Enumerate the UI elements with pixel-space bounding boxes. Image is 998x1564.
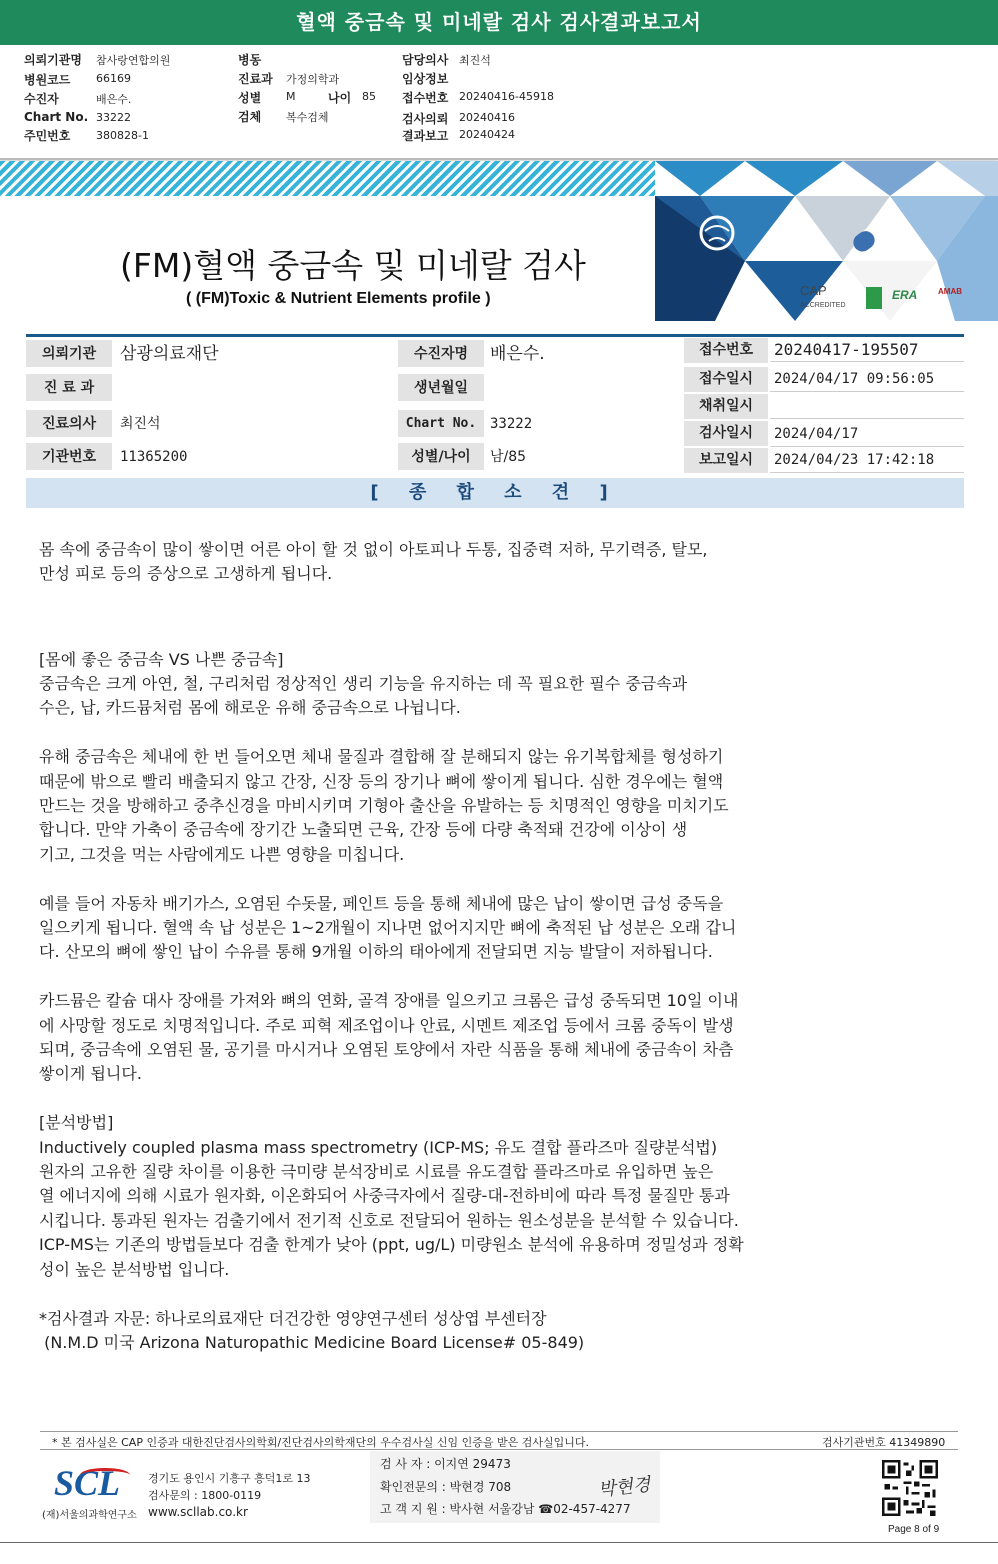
website-link[interactable]: www.scllab.co.kr [148, 1505, 248, 1519]
body-line: 만드는 것을 방해하고 중추신경을 마비시키며 기형아 출산을 유발하는 등 치명적인 영향을 미치기도 [39, 796, 729, 816]
info-label: 기관번호 [26, 443, 112, 471]
receipt-label: 보고일시 [684, 448, 768, 473]
info-value: 남/85 [490, 449, 527, 465]
info-value: 최진석 [120, 416, 161, 432]
footer-divider [40, 1431, 958, 1432]
body-line: 수은, 납, 카드뮴처럼 몸에 해로운 유해 중금속으로 나뉩니다. [39, 698, 461, 718]
body-line: 원자의 고유한 질량 차이를 이용한 극미량 분석장비로 시료를 유도결합 플라즈마로 유입하면 높은 [39, 1162, 714, 1182]
body-line: 합니다. 만약 가축이 중금속에 장기간 노출되면 근육, 간장 등에 다량 축적돼 건강에 이상이 생 [39, 820, 688, 840]
body-line: 쌓이게 됩니다. [39, 1064, 142, 1084]
summary-label: 결과보고 [402, 129, 449, 143]
summary-label: 나이 [328, 91, 352, 105]
scl-logo: SCL [54, 1463, 121, 1503]
summary-value: 복수검체 [286, 111, 329, 124]
summary-label: 의뢰기관명 [24, 53, 82, 67]
body-line: 중금속은 크게 아연, 철, 구리처럼 정상적인 생리 기능을 유지하는 데 꼭 필요한 필수 중금속과 [39, 674, 688, 694]
body-line: 유해 중금속은 체내에 한 번 들어오면 체내 물질과 결합해 잘 분해되지 않는 유기복합체를 형성하기 [39, 747, 724, 767]
summary-label: 접수번호 [402, 91, 449, 105]
summary-label: 담당의사 [402, 53, 449, 67]
summary-label: 수진자 [24, 92, 59, 106]
amab-logo: AMAB [938, 287, 962, 296]
receipt-label: 접수일시 [684, 367, 768, 392]
receipt-value: 2024/04/23 17:42:18 [770, 448, 964, 473]
summary-value: 20240416 [459, 111, 515, 124]
body-line: 다. 산모의 뼈에 쌓인 납이 수유를 통해 9개월 이하의 태아에게 전달되면 지능 발달이 저하됩니다. [39, 942, 713, 962]
info-value [114, 374, 120, 402]
summary-value: 20240424 [459, 128, 515, 141]
summary-value: 380828-1 [96, 129, 149, 142]
summary-label: 진료과 [238, 72, 273, 86]
summary-header [0, 45, 998, 160]
summary-value: 33222 [96, 111, 131, 124]
body-line: 일으키게 됩니다. 혈액 속 납 성분은 1~2개월이 지나면 없어지지만 뼈에 축적된 납 성분은 오래 갑니 [39, 918, 737, 938]
body-line: 만성 피로 등의 증상으로 고생하게 됩니다. [39, 564, 333, 584]
body-line: [몸에 좋은 중금속 VS 나쁜 중금속] [39, 649, 284, 669]
cap-logo-sub: ACCREDITED [800, 302, 846, 309]
address-line: 경기도 용인시 기흥구 흥덕1로 13 [148, 1472, 311, 1485]
summary-label: 임상정보 [402, 72, 449, 86]
summary-value: M [286, 90, 296, 103]
receipt-value [770, 394, 964, 419]
report-banner: 혈액 중금속 및 미네랄 검사 검사결과보고서 [0, 0, 998, 45]
receipt-value: 2024/04/17 09:56:05 [770, 367, 964, 392]
footer-bottom-border [0, 1542, 998, 1543]
body-line: Inductively coupled plasma mass spectrometry (ICP-MS; 유도 결합 플라즈마 질량분석법) [39, 1137, 718, 1157]
scl-logo-swoosh [80, 1468, 130, 1482]
info-label: 진 료 과 [26, 374, 112, 402]
staff-line: 고 객 지 원 : 박사현 서울강남 ☎02-457-4277 [380, 1502, 631, 1516]
receipt-label: 검사일시 [684, 421, 768, 446]
summary-value: 가정의학과 [286, 73, 340, 86]
document-title: (FM)혈액 중금속 및 미네랄 검사 [120, 246, 586, 285]
summary-label: 주민번호 [24, 129, 71, 143]
info-label: Chart No. [398, 410, 484, 438]
body-line: 기고, 그것을 먹는 사람에게도 나쁜 영향을 미칩니다. [39, 844, 405, 864]
body-line: (N.M.D 미국 Arizona Naturopathic Medicine Board License# 05-849) [39, 1332, 585, 1352]
summary-label: 성별 [238, 91, 262, 105]
body-line: 에 사망할 정도로 치명적입니다. 주로 피혁 제조업이나 안료, 시멘트 제조업 등에서 크롬 중독이 발생 [39, 1015, 734, 1035]
staff-line: 검 사 자 : 이지연 29473 [380, 1457, 511, 1471]
footer-divider [40, 1449, 958, 1450]
cap-logo [800, 285, 846, 312]
summary-value: 85 [362, 90, 376, 103]
info-value: 11365200 [120, 449, 188, 465]
signature: 박현경 [597, 1474, 652, 1501]
receipt-value: 20240417-195507 [770, 337, 964, 362]
body-line: 예를 들어 자동차 배기가스, 오염된 수돗물, 페인트 등을 통해 체내에 많은 납이 쌓이면 급성 중독을 [39, 893, 724, 913]
receipt-label: 접수번호 [684, 338, 768, 363]
organization-name: (재)서울의과학연구소 [42, 1510, 137, 1521]
info-label: 생년월일 [398, 374, 484, 402]
opinion-header: [ 종 합 소 견 ] [26, 478, 964, 508]
info-label: 성별/나이 [398, 443, 484, 471]
body-line: 시킵니다. 통과된 원자는 검출기에서 전기적 신호로 전달되어 원하는 원소성분을 분석할 수 있습니다. [39, 1210, 739, 1230]
body-line: 열 에너지에 의해 시료가 원자화, 이온화되어 사중극자에서 질량-대-전하비에 따라 특정 물질만 통과 [39, 1186, 730, 1206]
receipt-value: 2024/04/17 [770, 422, 964, 447]
summary-value: 배은수. [96, 93, 132, 106]
info-value [484, 374, 490, 402]
certification-notice: * 본 검사실은 CAP 인증과 대한진단검사의학회/진단검사의학재단의 우수검사실 신임 인증을 받은 검사실입니다. [52, 1436, 590, 1449]
summary-label: 병원코드 [24, 73, 71, 87]
info-value: 배은수. [490, 344, 545, 364]
summary-label: 병동 [238, 53, 262, 67]
body-line: *검사결과 자문: 하나로의료재단 더건강한 영양연구센터 성상엽 부센터장 [39, 1308, 547, 1328]
summary-value: 참사랑연합의원 [96, 54, 171, 67]
summary-label: Chart No. [24, 110, 89, 124]
body-line: 성이 높은 분석방법 입니다. [39, 1259, 230, 1279]
body-line: 되며, 중금속에 오염된 물, 공기를 마시거나 오염된 토양에서 자란 식품을 통해 체내에 중금속이 차츰 [39, 1040, 734, 1060]
body-line: [분석방법] [39, 1113, 114, 1133]
document-subtitle: ( (FM)Toxic & Nutrient Elements profile ) [186, 290, 491, 307]
contact-line: 검사문의 : 1800-0119 [148, 1489, 262, 1502]
summary-value: 66169 [96, 72, 131, 85]
info-label: 수진자명 [398, 340, 484, 368]
body-line: 몸 속에 중금속이 많이 쌓이면 어른 아이 할 것 없이 아토피나 두통, 집중력 저하, 무기력증, 탈모, [39, 540, 708, 559]
lm-logo [866, 287, 882, 309]
opinion-body [39, 538, 879, 1355]
info-value: 33222 [490, 416, 533, 432]
summary-label: 검체 [238, 110, 262, 124]
page-number: Page 8 of 9 [888, 1524, 940, 1535]
summary-label: 검사의뢰 [402, 112, 449, 126]
summary-value: 최진석 [459, 54, 491, 67]
body-line: 때문에 밖으로 빨리 배출되지 않고 간장, 신장 등의 장기나 뼈에 쌓이게 됩니다. 심한 경우에는 혈액 [39, 771, 724, 791]
info-value: 삼광의료재단 [120, 344, 219, 364]
qr-code-icon [882, 1460, 938, 1516]
era-logo: ERA [892, 288, 918, 302]
institution-number: 검사기관번호 41349890 [822, 1436, 946, 1449]
body-line: 카드뮴은 칼슘 대사 장애를 가져와 뼈의 연화, 골격 장애를 일으키고 크롬은 급성 중독되면 10일 이내 [39, 991, 739, 1011]
cap-logo-text: CAP [800, 283, 827, 298]
receipt-label: 채취일시 [684, 394, 768, 419]
info-label: 의뢰기관 [26, 340, 112, 368]
summary-value: 20240416-45918 [459, 90, 554, 103]
body-line: ICP-MS는 기존의 방법들보다 검출 한계가 낮아 (ppt, ug/L) 미량원소 분석에 유용하며 정밀성과 정확 [39, 1235, 744, 1255]
info-label: 진료의사 [26, 410, 112, 438]
staff-line: 확인전문의 : 박현경 708 [380, 1480, 512, 1494]
